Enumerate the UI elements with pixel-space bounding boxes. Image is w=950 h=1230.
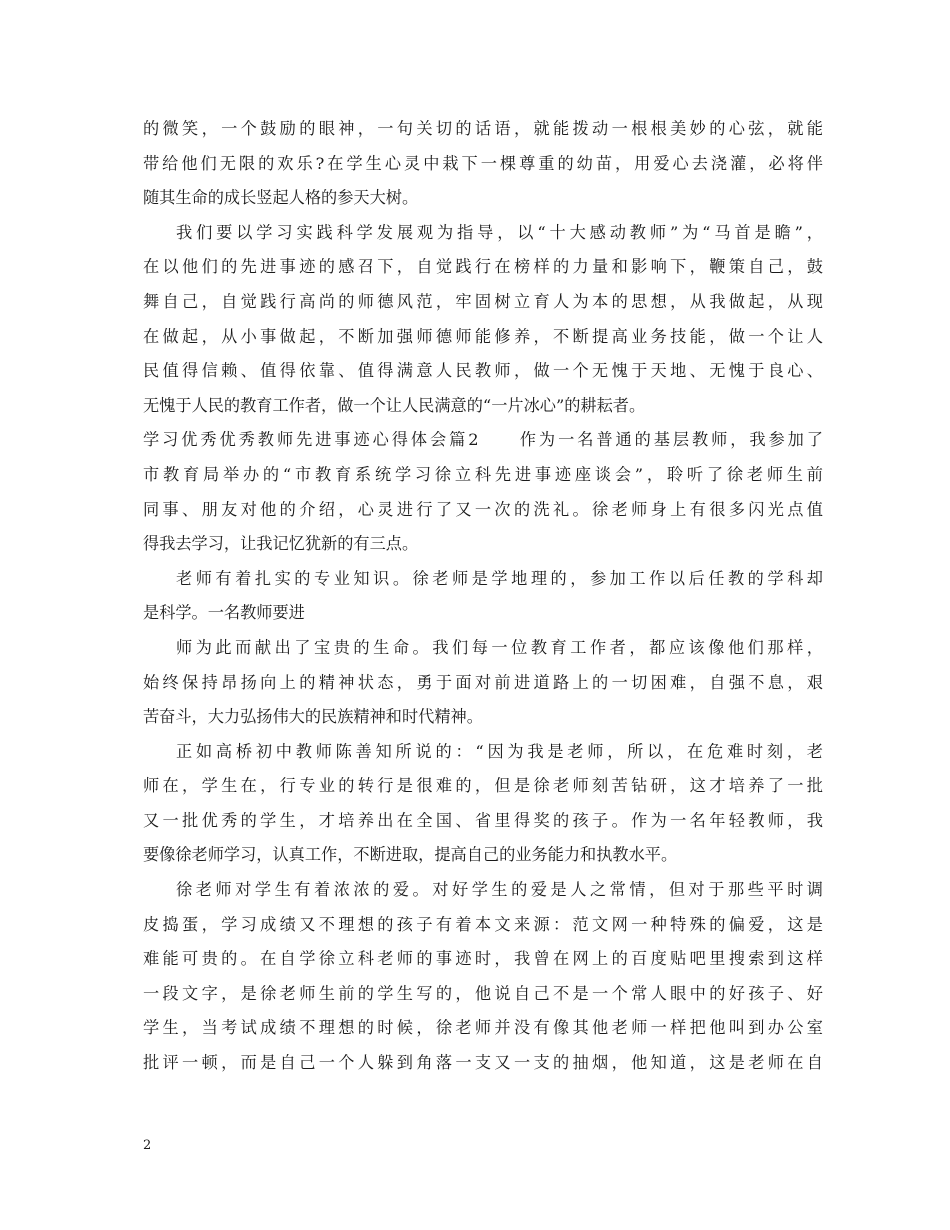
body-text [143,112,823,1081]
text-line: 在做起，从小事做起，不断加强师德师能修养，不断提高业务技能，做一个让人 [143,326,823,346]
text-line: 一段文字，是徐老师生前的学生写的，他说自己不是一个常人眼中的好孩子、好 [143,983,823,1003]
text-line: 始终保持昂扬向上的精神状态，勇于面对前进道路上的一切困难，自强不息，艰 [143,672,823,692]
text-line: 随其生命的成长竖起人格的参天大树。 [143,188,419,208]
text-line: 要像徐老师学习，认真工作，不断进取，提高自己的业务能力和执教水平。 [143,845,678,865]
text-line: 无愧于人民的教育工作者，做一个让人民满意的“一片冰心”的耕耘者。 [143,395,646,415]
text-line: 又一批优秀的学生，才培养出在全国、省里得奖的孩子。作为一名年轻教师，我 [143,810,823,830]
text-line: 我们要以学习实践科学发展观为指导，以“十大感动教师”为“马首是瞻”， [176,222,823,242]
text-line: 师为此而献出了宝贵的生命。我们每一位教育工作者，都应该像他们那样， [176,637,823,657]
text-line: 的微笑，一个鼓励的眼神，一句关切的话语，就能拨动一根根美妙的心弦，就能 [143,119,823,138]
text-line: 带给他们无限的欢乐?在学生心灵中栽下一棵尊重的幼苗，用爱心去浇灌，必将伴 [143,153,823,173]
text-line: 批评一顿，而是自己一个人躲到角落一支又一支的抽烟，他知道，这是老师在自 [143,1053,823,1073]
text-line: 老师有着扎实的专业知识。徐老师是学地理的，参加工作以后任教的学科却 [176,568,823,588]
text-line: 市教育局举办的“市教育系统学习徐立科先进事迹座谈会”，聆听了徐老师生前 [143,464,823,484]
text-line: 舞自己，自觉践行高尚的师德风范，牢固树立育人为本的思想，从我做起，从现 [143,291,823,311]
text-line: 得我去学习，让我记忆犹新的有三点。 [143,534,419,554]
text-line: 在以他们的先进事迹的感召下，自觉践行在榜样的力量和影响下，鞭策自己，鼓 [143,257,823,277]
page-number: 2 [143,1138,152,1153]
text-line: 学习优秀优秀教师先进事迹心得体会篇2 作为一名普通的基层教师，我参加了 [143,430,823,450]
text-line: 民值得信赖、值得依靠、值得满意人民教师，做一个无愧于天地、无愧于良心、 [143,361,823,381]
text-line: 正如高桥初中教师陈善知所说的：“因为我是老师，所以，在危难时刻，老 [176,741,823,761]
text-line: 徐老师对学生有着浓浓的爱。对好学生的爱是人之常情，但对于那些平时调 [176,880,823,900]
text-line: 难能可贵的。在自学徐立科老师的事迹时，我曾在网上的百度贴吧里搜索到这样 [143,949,823,969]
text-line: 师在，学生在，行专业的转行是很难的，但是徐老师刻苦钻研，这才培养了一批 [143,776,823,796]
text-line: 是科学。一名教师要进 [143,603,305,623]
text-line: 学生，当考试成绩不理想的时候，徐老师并没有像其他老师一样把他叫到办公室 [143,1018,823,1038]
text-line: 苦奋斗，大力弘扬伟大的民族精神和时代精神。 [143,707,483,727]
text-line: 同事、朋友对他的介绍，心灵进行了又一次的洗礼。徐老师身上有很多闪光点值 [143,499,823,519]
text-line: 皮捣蛋，学习成绩又不理想的孩子有着本文来源：范文网一种特殊的偏爱，这是 [143,914,823,934]
